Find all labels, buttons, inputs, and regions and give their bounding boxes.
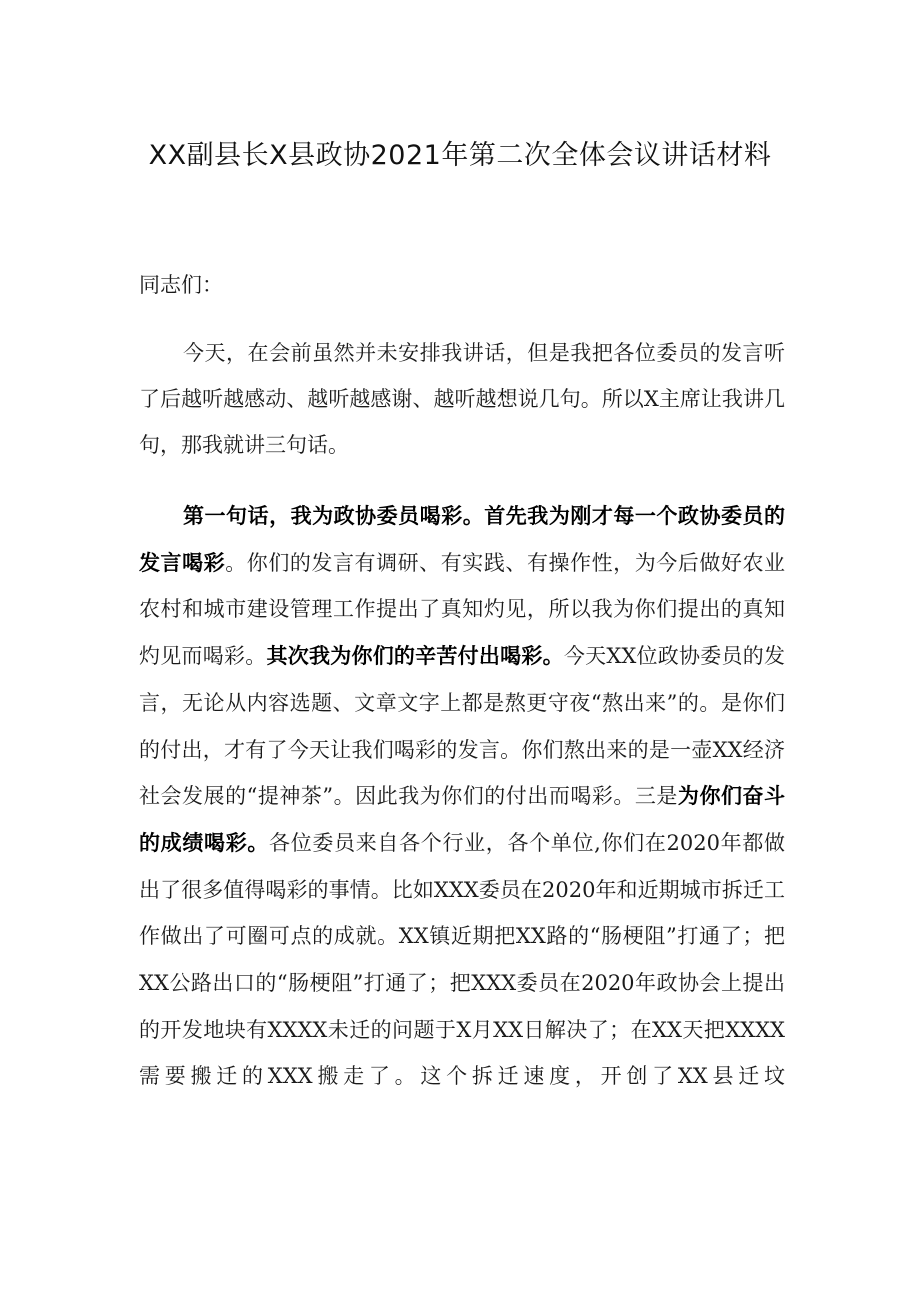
bold-heading-hard-work: 其次我为你们的辛苦付出喝彩。 xyxy=(266,643,564,669)
document-title: XX副县长X县政协2021年第二次全体会议讲话材料 xyxy=(148,140,772,171)
salutation: 同志们： xyxy=(139,273,223,297)
bold-heading-first-sentence: 第一句话，我为政协委员喝彩。首先我为刚才每一个政协委员的发言喝彩 xyxy=(139,503,785,575)
paragraph-first-point xyxy=(139,493,785,1100)
paragraph-text-segment: 各位委员来自各个行业，各个单位,你们在2020年都做出了很多值得喝彩的事情。比如XXX委员在2020年和近期城市拆迁工作做出了可圈可点的成就。XX镇近期把XX路的“肠梗阻”打通了；把XX公路出口的“肠梗阻”打通了；把XXX委员在2020年政协会上提出的开发地块有XXXX未迁的问题于X月XX日解决了；在XX天把XXXX需要搬迁的XXX搬走了。这个拆迁速度，开创了XX县迁坟 xyxy=(139,830,785,1089)
paragraph-opening: 今天，在会前虽然并未安排我讲话，但是我把各位委员的发言听了后越听越感动、越听越感谢、越听越想说几句。所以X主席让我讲几句，那我就讲三句话。 xyxy=(139,341,785,457)
paragraph-text-segment: 今天XX位政协委员的发言，无论从内容选题、文章文字上都是熬更守夜“熬出来”的。是你们的付出，才有了今天让我们喝彩的发言。你们熬出来的是一壶XX经济社会发展的“提神茶”。因此我为你们的付出而喝彩。三是 xyxy=(139,644,786,809)
bold-heading-achievements: 为你们奋斗的成绩喝彩。 xyxy=(139,783,785,855)
paragraph-text-segment: 。你们的发言有调研、有实践、有操作性，为今后做好农业农村和城市建设管理工作提出了真知灼见，所以我为你们提出的真知灼见而喝彩。 xyxy=(139,550,786,669)
